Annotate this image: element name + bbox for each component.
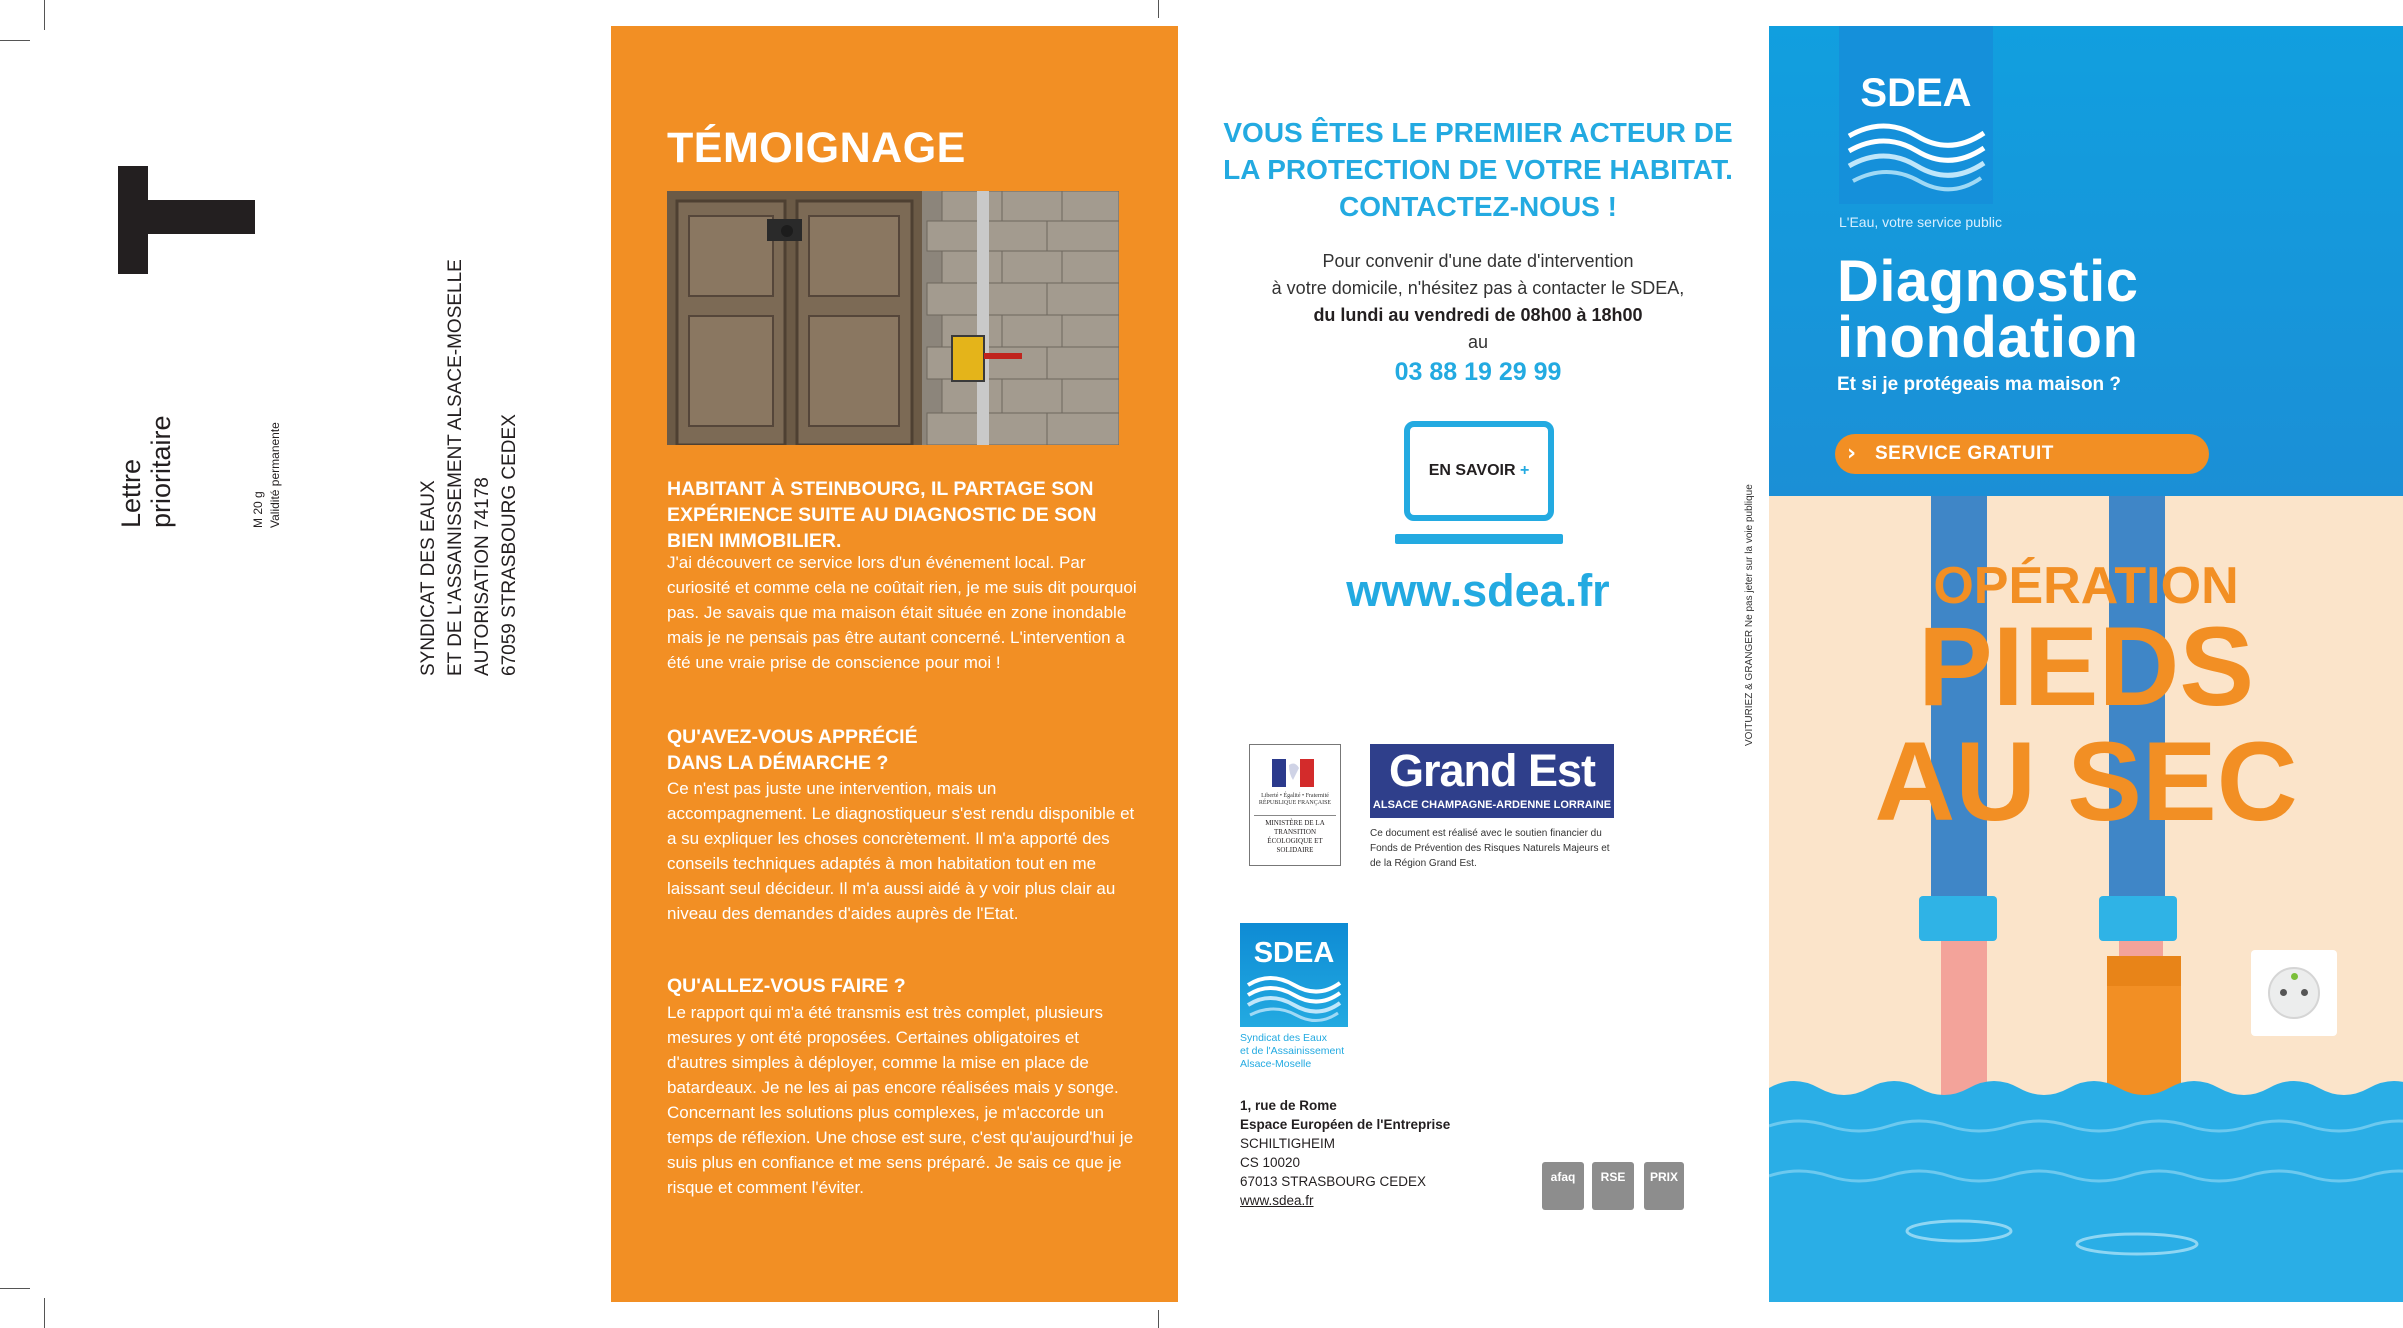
cover-subtitle: Et si je protégeais ma maison ? [1837, 374, 2122, 395]
rse-certification: RSE [1592, 1162, 1634, 1210]
printer-note: VOITURIEZ & GRANGER Ne pas jeter sur la voie publique [1744, 484, 1755, 746]
contact-title: VOUS ÊTES LE PREMIER ACTEUR DE LA PROTECTION DE VOTRE HABITAT. CONTACTEZ-NOUS ! [1223, 117, 1733, 222]
pieds-label: PIEDS [1917, 604, 2255, 729]
financing-note: Ce document est réalisé avec le soutien financier du Fonds de Prévention des Risques Naturels Majeurs et de la Région Grand Est. [1370, 828, 1610, 869]
recipient-address: SYNDICAT DES EAUX ET DE L'ASSAINISSEMENT ALSACE-MOSELLE AUTORISATION 74178 67059 STRASBOURG CEDEX [418, 259, 520, 676]
postal-address: 1, rue de Rome Espace Européen de l'Entreprise SCHILTIGHEIM CS 10020 67013 STRASBOURG CEDEX www.sdea.fr [1240, 1098, 1451, 1208]
answer-appreciated: Ce n'est pas juste une intervention, mais un accompagnement. Le diagnostiqueur s'est rendu disponible et a su expliquer les choses concrètement. Il m'a apporté des conseils techniques adaptés à mon habitation tout en me laissant seul décideur. Il m'a aussi aidé à y voir plus clair au niveau des demandes d'aides auprès de l'Etat. [667, 779, 1135, 923]
address-website-link[interactable]: www.sdea.fr [1240, 1193, 1314, 1208]
question-appreciated: QU'AVEZ-VOUS APPRÉCIÉ DANS LA DÉMARCHE ? [667, 726, 918, 774]
power-socket-icon [2251, 950, 2337, 1036]
cover-panel [1769, 26, 2403, 1302]
door-photo [667, 191, 1119, 445]
t-mark [118, 166, 148, 274]
chevron-right-icon: › [1847, 441, 1857, 466]
answer-next: Le rapport qui m'a été transmis est très complet, plusieurs mesures y ont été proposées. Certaines obligatoires et d'autres simples à déployer, comme la mise en place de batardeaux. Je ne les ai pas encore réalisées mais y songe. Concernant les solutions plus complexes, je m'accorde un temps de réflexion. Une chose est sure, c'est qu'aujourd'hui je suis plus en confiance et me sens préparé. Je sais ce que je risque et comment l'éviter. [667, 1003, 1134, 1197]
phone-number[interactable]: 03 88 19 29 99 [1394, 358, 1562, 386]
crop-mark [44, 1298, 45, 1328]
testimony-title: TÉMOIGNAGE [667, 124, 966, 172]
website-link[interactable]: www.sdea.fr [1346, 565, 1610, 616]
en-savoir-plus-button[interactable]: EN SAVOIR + [1428, 462, 1530, 479]
operation-label: OPÉRATION [1933, 557, 2239, 615]
sdea-caption: Syndicat des Eaux et de l'Assainissement Alsace-Moselle [1240, 1032, 1345, 1070]
ministry-logo: Liberté • Égalité • Fraternité RÉPUBLIQUE FRANÇAISE MINISTÈRE DE LA TRANSITION ÉCOLOGIQUE ET SOLIDAIRE [1249, 744, 1341, 866]
au-sec-label: AU SEC [1874, 719, 2298, 844]
monitor-base [1395, 534, 1563, 544]
crop-mark [1158, 1310, 1159, 1328]
cover-title: Diagnostic inondation [1837, 249, 2139, 370]
lettre-prioritaire: Lettre prioritaire [116, 415, 176, 528]
service-gratuit-badge: › SERVICE GRATUIT [1835, 434, 2209, 474]
testimony-intro: J'ai découvert ce service lors d'un événement local. Par curiosité et comme cela ne coûtait rien, je me suis dit pourquoi pas. Je savais que ma maison était située en zone inondable mais je ne pensais pas être autant concerné. L'intervention a été une vraie prise de conscience pour moi ! [667, 553, 1137, 672]
sdea-logo-small: SDEA [1240, 923, 1348, 1027]
contact-text: Pour convenir d'une date d'intervention à votre domicile, n'hésitez pas à contacter le SDEA, du lundi au vendredi de 08h00 à 18h00 au [1271, 251, 1685, 352]
prix-certification: PRIX [1644, 1162, 1684, 1210]
postage-info: M 20 g Validité permanente [251, 422, 282, 528]
tagline: L'Eau, votre service public [1839, 214, 2002, 230]
crop-mark [0, 1288, 30, 1289]
crop-mark [44, 0, 45, 30]
afaq-certification: afaq [1542, 1162, 1584, 1210]
testimony-headline: HABITANT À STEINBOURG, IL PARTAGE SON EXPÉRIENCE SUITE AU DIAGNOSTIC DE SON BIEN IMMOBILIER. [667, 478, 1097, 552]
cover-header [1769, 26, 2403, 496]
question-next: QU'ALLEZ-VOUS FAIRE ? [667, 975, 906, 997]
crop-mark [0, 40, 30, 41]
crop-mark [1158, 0, 1159, 18]
sdea-logo: SDEA [1839, 26, 1993, 204]
grand-est-logo: Grand Est ALSACE CHAMPAGNE-ARDENNE LORRAINE [1370, 744, 1614, 818]
